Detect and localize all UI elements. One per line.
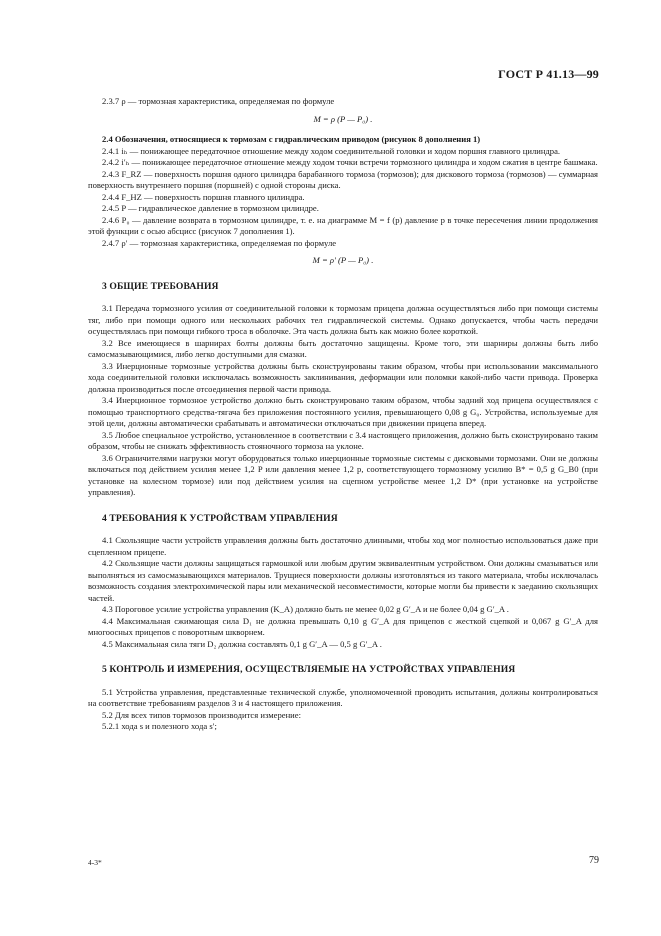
- paragraph-5-2: 5.2 Для всех типов тормозов производится измерение:: [102, 709, 301, 720]
- section-title-3: 3 ОБЩИЕ ТРЕБОВАНИЯ: [102, 280, 219, 292]
- section-title-5: 5 КОНТРОЛЬ И ИЗМЕРЕНИЯ, ОСУЩЕСТВЛЯЕМЫЕ НА УСТРОЙСТВАХ УПРАВЛЕНИЯ: [102, 664, 516, 675]
- paragraph-3-2: 3.2 Все имеющиеся в шарнирах болты должны быть достаточно защищены. Кроме того, эти шарниры должны быть либо самосмазывающимися, либо легко доступными для смазки.: [88, 337, 598, 359]
- paragraph-5-2-1: 5.2.1 хода s и полезного хода s′;: [102, 721, 217, 731]
- paragraph-2-4-6: 2.4.6 P₀ — давление возврата в тормозном цилиндре, т. е. на диаграмме M = f (p) давление p в точке пересечения линии продолжения этой функции с осью абсцисс (рисунок 7 дополнения 1).: [88, 214, 598, 236]
- paragraph-3-4: 3.4 Инерционное тормозное устройство должно быть сконструировано таким образом, чтобы задний ход прицепа осуществлялся с помощью транспортного средства-тягача без приложения постоянного усилия, превышающего 0,08 g G₀. Устройства, используемые для этой цели, должны автоматически срабатывать и автоматически отключаться при движении прицепа вперед.: [88, 395, 598, 428]
- subsection-title-2-4: 2.4 Обозначения, относящиеся к тормозам с гидравлическим приводом (рисунок 8 дополнения 1): [102, 134, 481, 144]
- document-body: [88, 96, 598, 733]
- paragraph-2-3-7: 2.3.7 ρ — тормозная характеристика, определяемая по формуле: [102, 96, 335, 106]
- paragraph-3-5: 3.5 Любое специальное устройство, установленное в соответствии с 3.4 настоящего приложения, должно быть сконструировано таким образом, чтобы не снижать эффективность стояночного тормоза на уклоне.: [88, 429, 598, 451]
- paragraph-4-3: 4.3 Пороговое усилие устройства управления (K_A) должно быть не менее 0,02 g G′_A и не более 0,04 g G′_A .: [102, 604, 509, 614]
- paragraph-5-1: 5.1 Устройства управления, представленные технической службе, уполномоченной проводить испытания, должны контролироваться на соответствие требованиям разделов 3 и 4 настоящего приложения.: [88, 686, 598, 708]
- paragraph-4-1: 4.1 Скользящие части устройств управления должны быть достаточно длинными, чтобы ход мог полностью использоваться даже при сцепленном прицепе.: [88, 535, 598, 557]
- paragraph-3-6: 3.6 Ограничителями нагрузки могут оборудоваться только инерционные тормозные системы с дисковыми тормозами. Они не должны включаться под действием усилия менее 1,2 P или давления менее 1,2 p, соответствующего тормозному усилию B* = 0,5 g G_B0 (при установке на колесном тормозе) или под действием усилия на сцепном устройстве менее 1,2 D* (при установке на устройстве управления).: [88, 452, 598, 497]
- paragraph-4-4: 4.4 Максимальная сжимающая сила D₁ не должна превышать 0,10 g G′_A для прицепов с жесткой сцепкой и 0,067 g G′_A для многоосных прицепов с поворотным шкворнем.: [88, 615, 598, 637]
- page-number: 79: [589, 855, 599, 866]
- paragraph-2-4-3: 2.4.3 F_RZ — поверхность поршня одного цилиндра барабанного тормоза (тормозов); для дискового тормоза (тормозов) — суммарная поверхность внутреннего поршня (поршней) с одной стороны диска.: [88, 168, 598, 190]
- paragraph-2-4-7: 2.4.7 ρ′ — тормозная характеристика, определяемая по формуле: [102, 237, 337, 248]
- paragraph-3-1: 3.1 Передача тормозного усилия от соединительной головки к тормозам прицепа должна осуществляться либо при помощи системы тяг, либо при помощи одного или нескольких рабочих тел гидравлической системы. Однако допускается, чтобы часть передачи осуществлялась при помощи гибкого троса в оболочке. Эта часть должна быть как можно более короткой.: [88, 303, 598, 336]
- section-title-4: 4 ТРЕБОВАНИЯ К УСТРОЙСТВАМ УПРАВЛЕНИЯ: [102, 512, 338, 524]
- sheet-mark: 4-3*: [88, 858, 102, 867]
- standard-number: ГОСТ Р 41.13—99: [498, 67, 599, 81]
- paragraph-2-4-4: 2.4.4 F_HZ — поверхность поршня главного цилиндра.: [102, 191, 305, 202]
- paragraph-4-5: 4.5 Максимальная сила тяги D₂ должна составлять 0,1 g G′_A — 0,5 g G′_A .: [102, 638, 382, 649]
- paragraph-2-4-1: 2.4.1 iₕ — понижающее передаточное отношение между ходом соединительной головки и ходом поршня главного цилиндра.: [102, 145, 561, 156]
- paragraph-4-2: 4.2 Скользящие части должны защищаться гармошкой или любым другим эквивалентным устройством. Они должны смазываться или выполняться из самосмазывающихся материалов. Трущиеся поверхности должны изготовляться из такого материала, чтобы исключалась возможность создания электрохимической пары или механической несовместимости, которые могли бы привести к заеданию скользящих частей.: [88, 558, 598, 603]
- paragraph-2-4-2: 2.4.2 i′ₕ — понижающее передаточное отношение между ходом точки встречи тормозного цилиндра и ходом сжатия в центре башмака.: [102, 157, 598, 167]
- formula-1: M = ρ (P — P₀) .: [313, 113, 373, 124]
- formula-2: M = ρ′ (P — P₀) .: [312, 255, 374, 265]
- paragraph-2-4-5: 2.4.5 P — гидравлическое давление в тормозном цилиндре.: [102, 203, 319, 213]
- paragraph-3-3: 3.3 Инерционные тормозные устройства должны быть сконструированы таким образом, чтобы при использовании максимального хода соединительной головки исключалась возможность заклинивания, деформации или поломки какой-либо части привода. Проверка должна производиться после отсоединения первой части привода.: [88, 360, 598, 394]
